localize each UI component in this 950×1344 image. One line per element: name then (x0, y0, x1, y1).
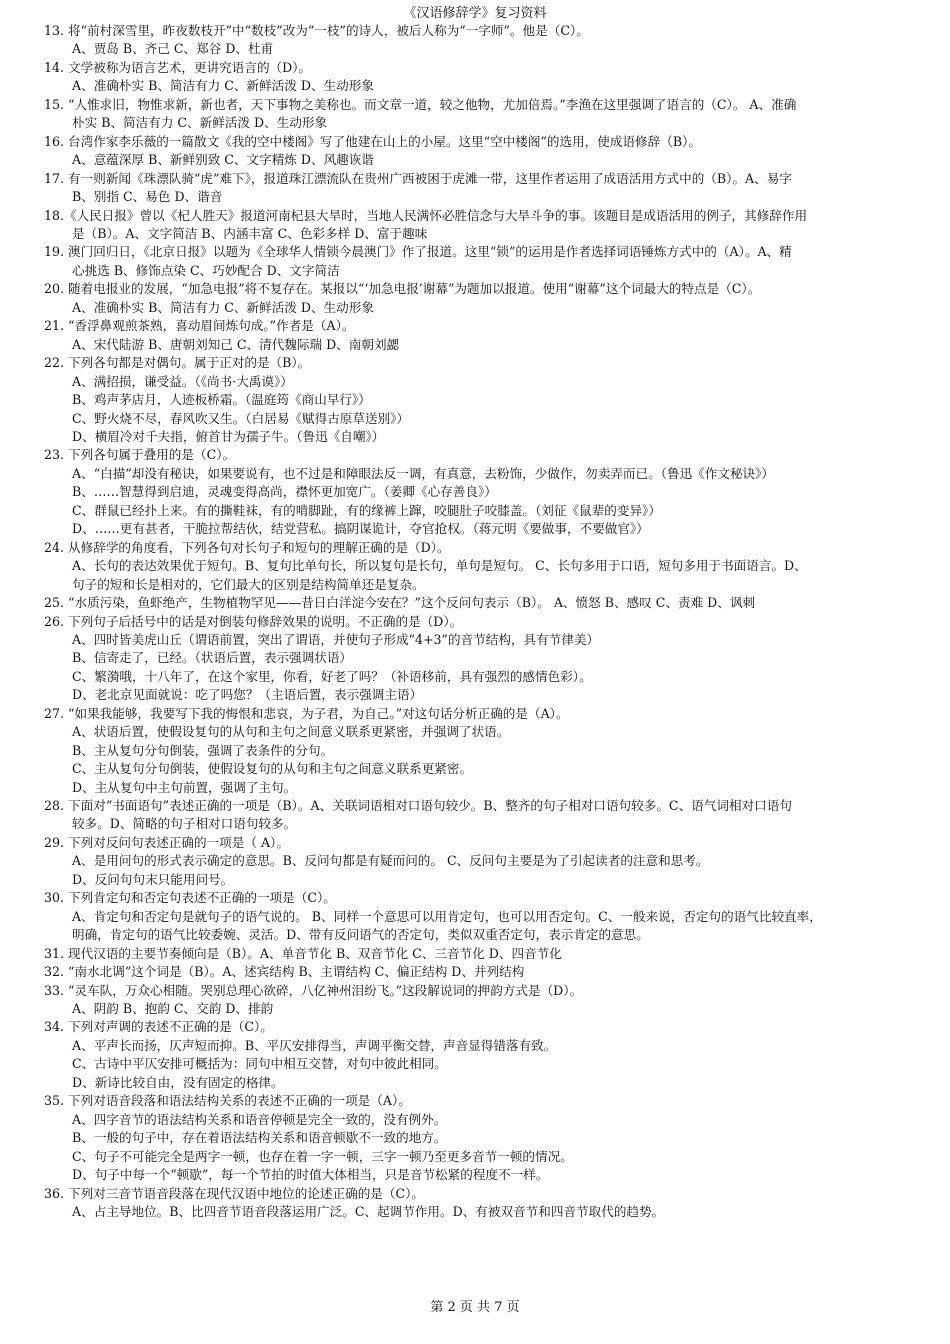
option-line: A、阴韵 B、抱韵 C、交韵 D、排韵 (72, 1001, 274, 1017)
option-line: D、主从复句中主句前置，强调了主句。 (72, 779, 297, 795)
question-line: 31. 现代汉语的主要节奏倾向是（B）。A、单音节化 B、双音节化 C、三音节化 D、四音节化 (44, 945, 562, 961)
option-line: 明确，肯定句的语气比较委婉、灵活。D、带有反问语气的否定句，类似双重否定句，表示肯定的意思。 (72, 927, 649, 943)
option-line: A、意蕴深厚 B、新鲜别致 C、文字精炼 D、风趣诙谐 (72, 152, 374, 168)
question-line: 20. 随着电报业的发展，“加急电报”将不复存在。某报以“‘加急电报’谢幕”为题加以报道。使用“谢幕”这个词最大的特点是（C）。 (44, 281, 761, 297)
question-line: 27. “如果我能够，我要写下我的悔恨和悲哀，为子君，为自己。”对这句话分析正确的是（A）。 (44, 705, 569, 721)
option-line: C、野火烧不尽，春风吹又生。（白居易《赋得古原草送别》） (72, 410, 410, 426)
option-line: D、老北京见面就说：吃了吗您？（主语后置，表示强调主语） (72, 687, 423, 703)
option-line: D、句子中每一个“顿歇”，每一个节拍的时值大体相当，只是音节松紧的程度不一样。 (72, 1167, 549, 1183)
option-line: 心挑选 B、修饰点染 C、巧妙配合 D、文字简洁 (72, 262, 340, 278)
question-line: 13. 将“前村深雪里，昨夜数枝开”中“数枝”改为“一枝”的诗人，被后人称为“一字师”。他是（C）。 (44, 23, 589, 38)
question-line: 18.《人民日报》曾以《杞人胜天》报道河南杞县大旱时，当地人民满怀必胜信念与大旱斗争的事。该题目是成语活用的例子，其修辞作用 (44, 207, 808, 223)
option-line: D、……更有甚者，干脆拉帮结伙，结党营私。搞阴谋诡计，夺官抢权。（蒋元明《要做事，不要做官》） (72, 521, 649, 537)
question-line: 14. 文学被称为语言艺术，更讲究语言的（D）。 (44, 59, 312, 75)
option-line: B、主从复句分句倒装，强调了表条件的分句。 (72, 742, 334, 758)
option-line: 是（B）。A、文字简洁 B、内涵丰富 C、色彩多样 D、富于趣味 (72, 225, 428, 241)
question-line: 21. “香浮鼻观煎茶熟，喜动眉间炼句成。”作者是（A）。 (44, 318, 355, 334)
option-line: A、占主导地位。B、比四音节语音段落运用广泛。C、起调节作用。D、有被双音节和四音节取代的趋势。 (72, 1204, 665, 1219)
question-line: 34. 下列对声调的表述不正确的是（C）。 (44, 1019, 273, 1035)
question-line: 25. “水质污染，鱼虾绝产，生物植物罕见——昔日白洋淀今安在？”这个反问句表示（B）。 A、愤怒 B、感叹 C、责难 D、讽刺 (44, 595, 756, 611)
option-line: A、准确朴实 B、简洁有力 C、新鲜活泼 D、生动形象 (72, 78, 374, 94)
option-line: B、别指 C、易色 D、谐音 (72, 189, 223, 205)
option-line: 句子的短和长是相对的，它们最大的区别是结构简单还是复杂。 (72, 576, 425, 592)
option-line: A、四字音节的语法结构关系和语音停顿是完全一致的，没有例外。 (72, 1111, 447, 1127)
option-line: B、……智慧得到启迪，灵魂变得高尚，襟怀更加宽广。（姜卿《心存善良》） (72, 484, 497, 500)
question-line: 23. 下列各句属于叠用的是（C）。 (44, 447, 236, 463)
option-line: B、信寄走了，已经。（状语后置，表示强调状语） (72, 650, 353, 666)
page-header: 《汉语修辞学》复习资料 (403, 6, 547, 21)
question-line: 16. 台湾作家李乐薇的一篇散文《我的空中楼阁》写了他建在山上的小屋。这里“空中楼阁”的选用，使成语修辞（B）。 (44, 133, 701, 149)
option-line: B、鸡声茅店月，人迹板桥霜。（温庭筠《商山早行》） (72, 392, 371, 408)
option-line: C、句子不可能完全是两字一顿，也存在着一字一顿，三字一顿乃至更多音节一顿的情况。 (72, 1148, 573, 1164)
question-line: 22. 下列各句都是对偶句。属于正对的是（B）。 (44, 355, 311, 371)
option-line: C、古诗中平仄安排可概括为：同句中相互交替，对句中彼此相同。 (72, 1056, 447, 1072)
option-line: A、四时皆美虎山丘（谓语前置，突出了谓语，并使句子形成“4+3”的音节结构，具有节律美） (72, 631, 600, 647)
question-line: 24. 从修辞学的角度看，下列各句对长句子和短句的理解正确的是（D）。 (44, 539, 450, 555)
option-line: A、是用问句的形式表示确定的意思。B、反问句都是有疑而问的。 C、反问句主要是为了引起读者的注意和思考。 (72, 853, 709, 869)
question-line: 35. 下列对语音段落和语法结构关系的表述不正确的一项是（A）。 (44, 1093, 411, 1109)
option-line: A、贾岛 B、齐己 C、郑谷 D、杜甫 (72, 41, 274, 57)
option-line: 较多。D、简略的句子相对口语句较多。 (72, 816, 297, 832)
question-line: 32. “南水北调”这个词是（B）。A、述宾结构 B、主谓结构 C、偏正结构 D、并列结构 (44, 964, 525, 980)
page-footer: 第 2 页 共 7 页 (430, 1300, 520, 1315)
option-line: D、新诗比较自由，没有固定的格律。 (72, 1074, 284, 1090)
question-line: 17. 有一则新闻《珠漂队骑“虎”难下》，报道珠江漂流队在贵州广西被困于虎滩一带，这里作者运用了成语活用方式中的（B）。A、易字 (44, 170, 792, 186)
option-line: A、长句的表达效果优于短句。B、复句比单句长，所以复句是长句，单句是短句。 C、长句多用于口语，短句多用于书面语言。D、 (72, 558, 807, 574)
option-line: C、繁漪哦，十八年了，在这个家里，你看，好老了吗？（补语移前，具有强烈的感情色彩）。 (72, 668, 592, 684)
option-line: A、平声长而扬，仄声短而抑。B、平仄安排得当，声调平衡交替，声音显得错落有致。 (72, 1037, 557, 1053)
option-line: A、肯定句和否定句是就句子的语气说的。 B、同样一个意思可以用肯定句，也可以用否定句。C、一般来说，否定句的语气比较直率， (72, 908, 822, 924)
option-line: C、主从复句分句倒装，使假设复句的从句和主句之间意义联系更紧密。 (72, 761, 473, 777)
option-line: A、准确朴实 B、简洁有力 C、新鲜活泼 D、生动形象 (72, 299, 374, 315)
question-line: 29. 下列对反问句表述正确的一项是（ A）。 (44, 834, 289, 850)
question-line: 28. 下面对“书面语句”表述正确的一项是（B）。A、关联词语相对口语句较少。B、整齐的句子相对口语句较多。C、语气词相对口语句 (44, 798, 792, 814)
option-line: B、一般的句子中，存在着语法结构关系和语音顿歇不一致的地方。 (72, 1130, 447, 1146)
question-line: 33. “灵车队，万众心相随。哭别总理心欲碎，八亿神州泪纷飞。”这段解说词的押韵方式是（D）。 (44, 982, 583, 998)
question-line: 30. 下列肯定句和否定句表述不正确的一项是（C）。 (44, 890, 336, 906)
question-line: 19. 澳门回归日，《北京日报》以题为《全球华人情锁今晨澳门》作了报道。这里“锁”的运用是作者选择词语锤炼方式中的（A）。A、精 (44, 244, 792, 260)
question-line: 26. 下列句子后括号中的话是对倒装句修辞效果的说明。不正确的是（D）。 (44, 613, 463, 629)
option-line: A、状语后置，使假设复句的从句和主句之间意义联系更紧密，并强调了状语。 (72, 724, 510, 740)
question-line: 15. “人惟求旧，物惟求新，新也者，天下事物之美称也。而文章一道，较之他物，尤加倍焉。”李渔在这里强调了语言的（C）。 A、准确 (44, 96, 797, 112)
option-line: D、反问句句末只能用问号。 (72, 871, 234, 887)
option-line: C、群鼠已经扑上来。有的撕鞋袜，有的啃脚趾，有的缘裤上蹿，咬腿肚子咬膝盖。（刘征《鼠辈的变异》） (72, 502, 661, 518)
option-line: A、“白描”却没有秘诀，如果要说有，也不过是和障眼法反一调，有真意，去粉饰，少做作，勿卖弄而已。（鲁迅《作文秘诀》） (72, 465, 775, 481)
option-line: D、横眉冷对千夫指，俯首甘为孺子牛。（鲁迅《自嘲》） (72, 428, 385, 444)
document-body (44, 22, 912, 1221)
question-line: 36. 下列对三音节语音段落在现代汉语中地位的论述正确的是（C）。 (44, 1185, 424, 1201)
option-line: A、满招损，谦受益。（《尚书·大禹谟》） (72, 373, 293, 389)
option-line: A、宋代陆游 B、唐朝刘知己 C、清代魏际瑞 D、南朝刘勰 (72, 336, 400, 352)
option-line: 朴实 B、简洁有力 C、新鲜活泼 D、生动形象 (72, 115, 328, 131)
